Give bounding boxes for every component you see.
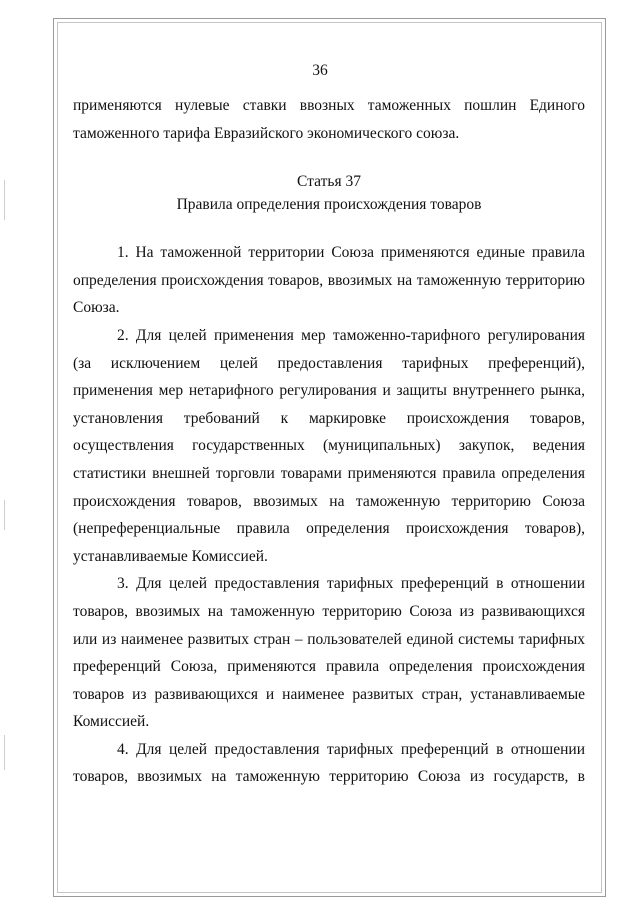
paragraph-3: 3. Для целей предоставления тарифных преференций в отношении товаров, ввозимых на таможенную территорию Союза из развивающихся или из наименее развитых стран – пользователей единой системы тарифных преференций Союза, применяются правила определения происхождения товаров из развивающихся и наименее развитых стран, устанавливаемые Комиссией. bbox=[73, 575, 585, 731]
document-body bbox=[73, 92, 585, 791]
scan-edge-mark bbox=[4, 500, 5, 530]
scan-edge-mark bbox=[4, 180, 5, 220]
article-header bbox=[73, 170, 585, 216]
intro-paragraph: применяются нулевые ставки ввозных таможенных пошлин Единого таможенного тарифа Евразийского экономического союза. bbox=[73, 97, 585, 142]
article-title: Правила определения происхождения товаров bbox=[176, 196, 482, 214]
scan-edge-mark bbox=[4, 735, 5, 770]
paragraph-1: 1. На таможенной территории Союза применяются единые правила определения происхождения товаров, ввозимых на таможенную территорию Союза. bbox=[73, 244, 585, 317]
page-number: 36 bbox=[312, 62, 328, 79]
paragraph-4: 4. Для целей предоставления тарифных преференций в отношении товаров, ввозимых на таможенную территорию Союза из государств, в bbox=[73, 740, 585, 786]
paragraph-2: 2. Для целей применения мер таможенно-тарифного регулирования (за исключением целей предоставления тарифных преференций), применения мер нетарифного регулирования и защиты внутреннего рынка, установления требований к маркировке происхождения товаров, осуществления государственных (муниципальных) закупок, ведения статистики внешней торговли товарами применяются правила определения происхождения товаров, ввозимых на таможенную территорию Союза (непреференциальные правила определения происхождения товаров), устанавливаемые Комиссией. bbox=[73, 326, 585, 565]
article-number: Статья 37 bbox=[297, 173, 361, 191]
